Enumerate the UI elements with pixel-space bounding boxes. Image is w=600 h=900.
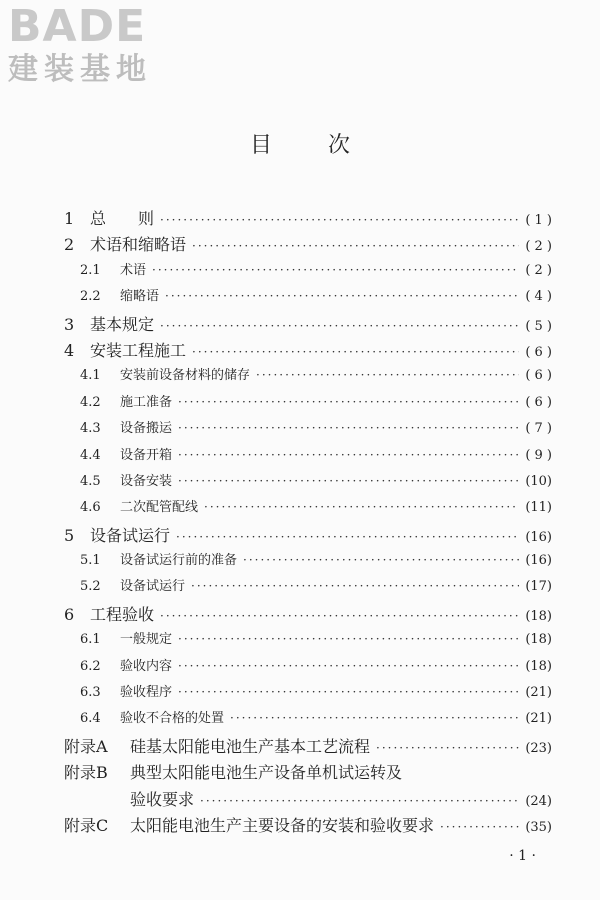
toc-entry[interactable] <box>64 364 552 390</box>
toc-entry-title: 太阳能电池生产主要设备的安装和验收要求 <box>130 815 435 835</box>
toc-entry-title: 安装前设备材料的储存 <box>120 368 251 384</box>
toc-entry-title: 一般规定 <box>120 632 173 648</box>
page-title: 目次 <box>249 133 406 158</box>
toc-entry[interactable] <box>64 602 552 628</box>
toc-entry-number: 4.6 <box>80 500 101 516</box>
toc-entry-page: (17) <box>525 579 552 595</box>
dot-leader <box>160 319 519 333</box>
toc-entry[interactable] <box>64 523 552 549</box>
toc-entry[interactable] <box>64 232 552 258</box>
logo <box>8 1 178 88</box>
dot-leader <box>178 685 519 699</box>
dot-leader <box>165 289 519 303</box>
dot-leader <box>256 368 519 382</box>
toc-entry-number: 6.3 <box>80 685 101 701</box>
toc-entry-number: 附录C <box>64 815 109 835</box>
toc-entry-page: ( 6 ) <box>525 368 552 384</box>
toc-entry-number: 4.5 <box>80 473 101 489</box>
toc-entry-number: 4 <box>64 340 75 360</box>
toc-entry-page: (18) <box>525 658 552 674</box>
toc-entry-page: ( 2 ) <box>525 262 552 278</box>
toc-entry-title: 安装工程施工 <box>90 340 187 360</box>
toc-entry[interactable] <box>64 575 552 601</box>
toc-entry-number: 6.2 <box>80 658 101 674</box>
toc-entry[interactable] <box>64 417 552 443</box>
toc-entry-page: ( 6 ) <box>525 344 552 360</box>
toc-entry-number: 3 <box>64 314 75 334</box>
toc-entry-title: 硅基太阳能电池生产基本工艺流程 <box>130 736 371 756</box>
toc-entry[interactable] <box>64 549 552 575</box>
toc-entry[interactable] <box>64 655 552 681</box>
toc-entry-title: 验收内容 <box>120 658 173 674</box>
toc-entry-title: 基本规定 <box>90 314 155 334</box>
dot-leader <box>192 239 519 253</box>
toc-entry-title: 设备试运行 <box>120 579 186 595</box>
dot-leader <box>178 448 519 462</box>
toc-entry[interactable] <box>64 628 552 654</box>
dot-leader <box>160 609 519 623</box>
toc-entry[interactable] <box>64 338 552 364</box>
dot-leader <box>178 632 519 646</box>
toc-entry-page: ( 2 ) <box>525 239 552 255</box>
toc-entry-title: 验收不合格的处置 <box>120 711 225 727</box>
logo-wordmark: BADE <box>8 1 147 52</box>
dot-leader <box>178 659 519 673</box>
toc-entry[interactable] <box>64 813 552 839</box>
toc-entry[interactable] <box>64 760 552 786</box>
toc-entry-page: (11) <box>525 500 552 516</box>
toc-entry[interactable] <box>64 734 552 760</box>
dot-leader <box>200 794 519 808</box>
toc-entry-number: 4.2 <box>80 394 101 410</box>
toc-entry-page: (21) <box>525 711 552 727</box>
toc-entry[interactable] <box>64 707 552 733</box>
toc-entry-title: 缩略语 <box>120 289 160 305</box>
toc-entry[interactable] <box>64 312 552 338</box>
toc-entry[interactable] <box>64 259 552 285</box>
toc-entry-number: 2 <box>64 235 75 255</box>
toc-entry[interactable] <box>64 391 552 417</box>
toc-entry[interactable] <box>64 787 552 813</box>
page-number: · 1 · <box>509 848 536 864</box>
toc-entry-page: ( 9 ) <box>525 447 552 463</box>
toc-entry-title: 典型太阳能电池生产设备单机试运转及 <box>130 763 403 783</box>
toc-entry-page: (21) <box>525 685 552 701</box>
dot-leader <box>191 579 519 593</box>
toc-entry-page: (35) <box>525 819 552 835</box>
toc-entry-number: 6 <box>64 604 75 624</box>
toc-entry-title: 设备开箱 <box>120 447 173 463</box>
toc-entry-number: 6.4 <box>80 711 101 727</box>
toc-entry[interactable] <box>64 285 552 311</box>
toc-entry-title: 设备搬运 <box>120 421 173 437</box>
toc-entry[interactable] <box>64 470 552 496</box>
toc-entry-title: 术语和缩略语 <box>90 235 187 255</box>
toc-entry-page: (16) <box>525 553 552 569</box>
dot-leader <box>376 741 519 755</box>
toc-entry-number: 5.2 <box>80 579 101 595</box>
table-of-contents <box>64 206 552 839</box>
dot-leader <box>160 213 519 227</box>
toc-entry-title: 术语 <box>120 262 147 278</box>
dot-leader <box>178 395 519 409</box>
toc-entry-page: ( 4 ) <box>525 289 552 305</box>
toc-entry-title: 验收程序 <box>120 685 173 701</box>
toc-entry-number: 4.1 <box>80 368 101 384</box>
toc-entry-page: (24) <box>525 793 552 809</box>
dot-leader <box>192 345 519 359</box>
toc-entry-title: 验收要求 <box>130 789 195 809</box>
dot-leader <box>178 474 519 488</box>
toc-entry-number: 4.4 <box>80 447 101 463</box>
toc-entry-number: 4.3 <box>80 421 101 437</box>
toc-entry[interactable] <box>64 206 552 232</box>
toc-entry-page: (23) <box>525 740 552 756</box>
toc-entry-page: ( 5 ) <box>525 318 552 334</box>
dot-leader <box>204 500 519 514</box>
toc-entry-number: 5 <box>64 525 75 545</box>
toc-entry-number: 5.1 <box>80 553 101 569</box>
toc-entry-number: 附录A <box>64 736 108 756</box>
toc-entry-title: 施工准备 <box>120 394 173 410</box>
toc-entry-title: 二次配管配线 <box>120 500 199 516</box>
toc-entry-page: (18) <box>525 608 552 624</box>
toc-entry-number: 1 <box>64 209 75 228</box>
toc-entry[interactable] <box>64 444 552 470</box>
toc-entry-page: (18) <box>525 632 552 648</box>
toc-entry-number: 2.1 <box>80 262 101 278</box>
dot-leader <box>176 530 519 544</box>
dot-leader <box>243 553 519 567</box>
toc-entry-title: 设备试运行 <box>90 525 171 545</box>
dot-leader <box>178 421 519 435</box>
toc-entry-number: 附录B <box>64 763 108 783</box>
toc-entry[interactable] <box>64 681 552 707</box>
toc-entry-page: ( 6 ) <box>525 394 552 410</box>
dot-leader <box>230 711 519 725</box>
toc-entry-number: 6.1 <box>80 632 101 648</box>
toc-entry[interactable] <box>64 496 552 522</box>
dot-leader <box>440 820 519 834</box>
logo-chinese: 建装基地 <box>8 52 152 87</box>
toc-entry-title: 总 则 <box>90 209 155 228</box>
toc-entry-title: 设备试运行前的准备 <box>120 553 238 569</box>
dot-leader <box>152 263 519 277</box>
toc-entry-page: ( 1 ) <box>525 213 552 228</box>
toc-entry-page: (16) <box>525 529 552 545</box>
toc-entry-title: 设备安装 <box>120 473 173 489</box>
toc-entry-page: ( 7 ) <box>525 421 552 437</box>
toc-entry-page: (10) <box>525 473 552 489</box>
toc-entry-title: 工程验收 <box>90 604 155 624</box>
toc-entry-number: 2.2 <box>80 289 101 305</box>
